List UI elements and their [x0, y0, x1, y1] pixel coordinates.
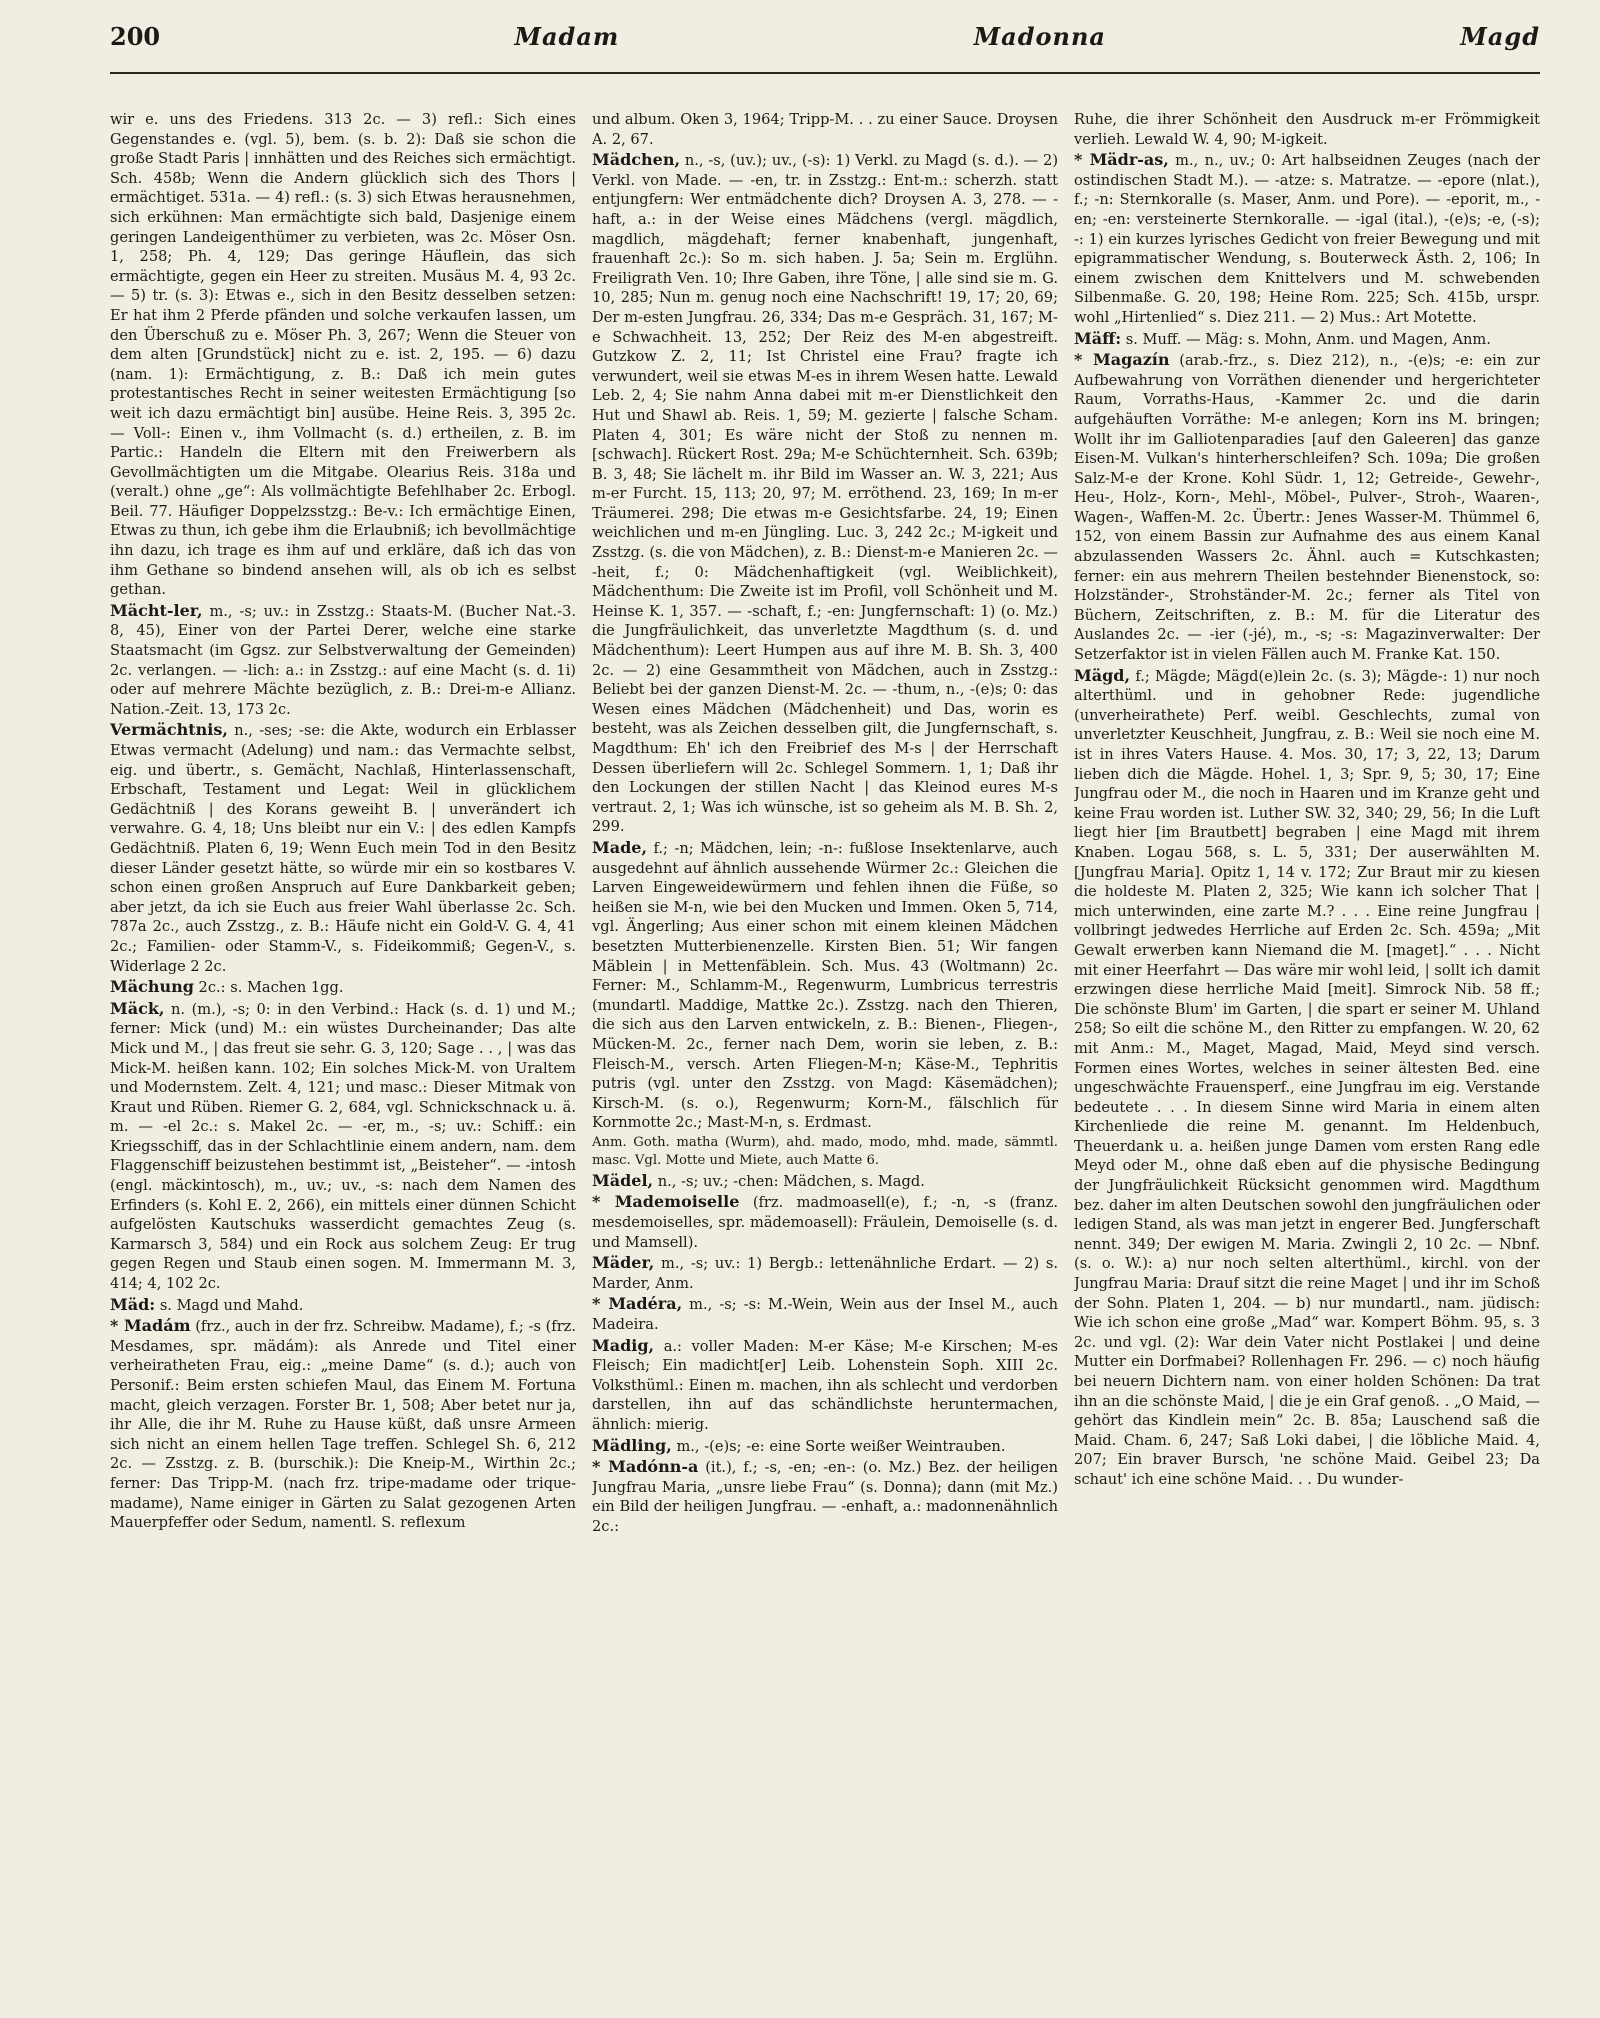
entry-text: wir e. uns des Friedens. 313 2c. — 3) refl.: Sich eines Gegenstandes e. (vgl. 5), bem. (s. b. 2): Daß sie schon die große Stadt Paris | innhätten und des Reiches sich ermächtigt. Sch. 458b; Wenn die Andern glücklich sich des Thors | ermächtiget. 531a. — 4) refl.: (s. 3) sich Etwas herausnehmen, sich erkühnen: Man ermächtigte sich bald, Dasjenige einem geringen Landeigenthümer zu verbieten, was 2c. Möser Osn. 1, 258; Ph. 4, 129; Das geringe Häuflein, das sich ermächtigte, gegen ein Heer zu streiten. Musäus M. 4, 93 2c. — 5) tr. (s. 3): Etwas e., sich in den Besitz desselben setzen: Er hat ihm 2 Pferde pfänden und solche verkaufen lassen, um den Überschuß zu e. Möser Ph. 3, 267; Wenn die Steuer von dem alten [Grundstück] nicht zu e. ist. 2, 195. — 6) dazu (nam. 1): Ermächtigung, z. B.: Daß ich mein gutes protestantisches Recht in seiner weitesten Ermächtigung [so weit ich dazu ermächtigt bin] ausübe. Heine Reis. 3, 395 2c. — Voll-: Einen v., ihm Vollmacht (s. d.) ertheilen, z. B. im Partic.: Handeln die Eltern mit den Freiwerbern als Gevollmächtigten um die Mitgabe. Olearius Reis. 318a und (veralt.) ohne „ge“: Als vollmächtigte Befehlhaber 2c. Erbogl. Beil. 77. Häufiger Doppelzsstzg.: Be-v.: Ich ermächtige Einen, Etwas zu thun, ich gebe ihm die Erlaubniß; ich bevollmächtige ihn dazu, ich trage es ihm auf und erkläre, daß ich das von ihm Gethane so bindend ansehen will, als ob ich es selbst gethan. [110, 111, 576, 599]
entry-headword: Madig, [592, 1335, 655, 1355]
entry-continuation [592, 110, 1058, 149]
entry-headword: * Mädr-as, [1074, 150, 1169, 170]
entry-text: (it.), f.; -s, -en; -en-: (o. Mz.) Bez. der heiligen Jungfrau Maria, „unsre liebe Frau“ (s. Donna); dann (mit Mz.) ein Bild der heiligen Jungfrau. — -enhaft, a.: madonnenähnlich 2c.: [592, 1459, 1058, 1535]
dictionary-entry [1074, 150, 1540, 327]
entry-continuation [110, 110, 576, 600]
entry-text: (arab.-frz., s. Diez 212), n., -(e)s; -e: ein zur Aufbewahrung von Vorräthen dienender und hergerichteter Raum, Vorraths-Haus, -Kammer 2c. und die darin aufgehäuften Vorräthe: M-e anlegen; Korn ins M. bringen; Wollt ihr im Galliotenparadies [auf den Galeeren] das ganze Eisen-M. Vulkan's hinterherschleifen? Sch. 109a; Die großen Salz-M-e der Krone. Kohl Südr. 1, 12; Getreide-, Gewehr-, Heu-, Holz-, Korn-, Mehl-, Möbel-, Pulver-, Stroh-, Waaren-, Wagen-, Waffen-M. 2c. Übertr.: Jenes Wasser-M. Thümmel 6, 152, von einem Bassin zur Aufnahme des aus einem Kanal abzulassenden Wassers 2c. Ähnl. auch = Kutschkasten; ferner: ein aus mehrern Theilen bestehnder Bienenstock, so: Holzständer-, Strohständer-M. 2c.; ferner als Titel von Büchern, Zeitschriften, z. B.: M. für die Literatur des Auslandes 2c. — -ier (-jé), m., -s; -s: Magazinverwalter: Der Setzerfaktor ist in vielen Fällen auch M. Franke Kat. 150. [1074, 352, 1540, 664]
entry-text: und album. Oken 3, 1964; Tripp-M. . . zu einer Sauce. Droysen A. 2, 67. [592, 111, 1058, 148]
entry-headword: Mägd, [1074, 665, 1131, 685]
entry-text: m., -s; -s: M.-Wein, Wein aus der Insel M., auch Madeira. [592, 1296, 1058, 1334]
entry-text: a.: voller Maden: M-er Käse; M-e Kirschen; M-es Fleisch; Ein madicht[er] Leib. Lohenstein Soph. XIII 2c. Volksthüml.: Einen m. machen, ihn als schlecht und verdorben darstellen, ihn auf das schändlichste heruntermachen, ähnlich: mierig. [592, 1337, 1058, 1433]
entry-headword: Mädel, [592, 1170, 654, 1190]
entry-headword: * Madéra, [592, 1294, 683, 1314]
entry-text: Anm. Goth. matha (Wurm), ahd. mado, modo, mhd. made, sämmtl. masc. Vgl. Motte und Miete, auch Matte 6. [592, 1134, 1058, 1168]
dictionary-entry [1074, 329, 1540, 350]
entry-headword: Mäff: [1074, 328, 1122, 348]
dictionary-entry [110, 601, 576, 720]
entry-text: (frz., auch in der frz. Schreibw. Madame), f.; -s (frz. Mesdames, spr. mädám): als Anrede und Titel einer verheiratheten Frau, eig.: „meine Dame“ (s. d.); auch von Personif.: Beim ersten schiefen Maul, das Einem M. Fortuna macht, gleich verzagen. Forster Br. 1, 508; Aber betet nur ja, ihr Alle, die ihr M. Ruhe zu Hause küßt, daß unsre Armeen sich nicht an einem hellen Tage treffen. Schlegel Sh. 6, 212 2c. — Zsstzg. z. B. (burschik.): Die Kneip-M., Wirthin 2c.; ferner: Das Tripp-M. (nach frz. tripe-madame oder trique-madame), Name einiger in Gärten zu Salat gezogenen Arten Mauerpfeffer oder Sedum, namentl. S. reflexum [110, 1318, 576, 1532]
column-right [1074, 110, 1540, 1998]
entry-note [592, 1134, 1058, 1170]
entry-text: n., -ses; -se: die Akte, wodurch ein Erblasser Etwas vermacht (Adelung) und nam.: das Vermachte selbst, eig. und übertr., s. Gemächt, Nachlaß, Hinterlassenschaft, Erbschaft, Testament und Legat: Weil in glücklichem Gedächtniß | des Korans geweiht B. | unverändert ich verwahre. G. 4, 18; Uns bleibt nur ein V.: | des edlen Kampfs Gedächtniß. Platen 6, 19; Wenn Euch mein Tod in den Besitz dieser Länder gesetzt hätte, so würde mir ein so kostbares V. schon einen großen Anspruch auf Eure Dankbarkeit geben; aber jetzt, da ich sie Euch aus freier Wahl überlasse 2c. Sch. 787a 2c., auch Zsstzg., z. B.: Häufe nicht ein Gold-V. G. 4, 41 2c.; Familien- oder Stamm-V., s. Fideikommiß; Gegen-V., s. Widerlage 2 2c. [110, 722, 576, 975]
dictionary-entry [110, 720, 576, 976]
entry-headword: Mäder, [592, 1253, 655, 1273]
entry-headword: Mächung [110, 977, 194, 997]
entry-text: n. (m.), -s; 0: in den Verbind.: Hack (s. d. 1) und M.; ferner: Mick (und) M.: ein wüstes Durcheinander; Das alte Mick und M., | das freut sie sehr. G. 3, 120; Sage . . , | was das Mick-M. heißen kann. 102; Ein solches Mick-M. von Uraltem und Modernstem. Zelt. 4, 121; und masc.: Dieser Mitmak von Kraut und Rüben. Riemer G. 2, 684, vgl. Schnickschnack u. ä. m. — -el 2c.: s. Makel 2c. — -er, m., -s; uv.: Schiff.: ein Kriegsschiff, das in der Schlachtlinie einem andern, nam. dem Flaggenschiff beizustehen bestimmt ist, „Beisteher“. — -intosh (engl. mäckintosch), m., uv.; uv., -s: nach dem Namen des Erfinders (s. Kohl E. 2, 266), ein mittels einer dünnen Schicht aufgelösten Kautschuks wasserdicht gemachtes Zeug (s. Karmarsch 3, 584) und ein Rock aus solchem Zeug: Er trug gegen Regen und Staub einen sogen. M. Immermann M. 3, 414; 4, 102 2c. [110, 1000, 576, 1293]
entry-text: s. Muff. — Mäg: s. Mohn, Anm. und Magen, Anm. [1125, 330, 1491, 348]
left-keyword: Madam [514, 22, 620, 51]
entry-headword: Vermächtnis, [110, 720, 228, 740]
entry-text: m., -(e)s; -e: eine Sorte weißer Weintrauben. [676, 1437, 1006, 1455]
dictionary-entry [592, 1192, 1058, 1252]
entry-headword: Mäd: [110, 1294, 156, 1314]
entry-headword: * Madám [110, 1316, 191, 1336]
entry-text: f.; -n; Mädchen, lein; -n-: fußlose Insektenlarve, auch ausgedehnt auf ähnlich aussehende Würmer 2c.: Gleichen die Larven Eingeweidewürmern und fehlen ihnen die Füße, so heißen sie M-n, wie bei den Mucken und Immen. Oken 5, 714, vgl. Ängerling; Aus einer schon mit einem kleinen Mädchen besetzten Mutterbienenzelle. Kirsten Bien. 51; Wir fangen Mäblein | in Mettenfäblein. Sch. Mus. 43 (Woltmann) 2c. Ferner: M., Schlamm-M., Regenwurm, Lumbricus terrestris (mundartl. Maddige, Mattke 2c.). Zsstzg. nach den Thieren, die sich aus den Larven entwickeln, z. B.: Bienen-, Fliegen-, Mücken-M. 2c., ferner nach Dem, worin sie leben, z. B.: Fleisch-M., versch. Arten Fliegen-M-n; Käse-M., Tephritis putris (vgl. unter den Zsstzg. von Magd: Käsemädchen); Kirsch-M. (s. o.), Regenwurm; Korn-M., fälschlich für Kornmotte 2c.; Mast-M-n, s. Erdmast. [592, 839, 1058, 1132]
entry-continuation [1074, 110, 1540, 149]
entry-text: s. Magd und Mahd. [159, 1296, 304, 1314]
dictionary-entry [592, 838, 1058, 1133]
dictionary-entry [592, 150, 1058, 837]
running-header [110, 22, 1540, 74]
dictionary-entry [592, 1294, 1058, 1334]
entry-headword: Made, [592, 837, 648, 857]
dictionary-entry [592, 1457, 1058, 1536]
entry-text: m., -s; uv.: 1) Bergb.: lettenähnliche Erdart. — 2) s. Marder, Anm. [592, 1255, 1058, 1292]
entry-text: Ruhe, die ihrer Schönheit den Ausdruck m-er Frömmigkeit verlieh. Lewald W. 4, 90; M-igkeit. [1074, 111, 1540, 148]
entry-headword: * Magazín [1074, 350, 1170, 370]
right-keyword: Magd [1460, 22, 1540, 51]
dictionary-entry [592, 1436, 1058, 1457]
entry-text: (frz. madmoasell(e), f.; -n, -s (franz. mesdemoiselles, spr. mädemoasell): Fräulein, Demoiselle (s. d. und Mamsell). [592, 1194, 1058, 1251]
dictionary-entry [1074, 350, 1540, 665]
entry-text: n., -s, (uv.); uv., (-s): 1) Verkl. zu Magd (s. d.). — 2) Verkl. von Made. — -en, tr. in Zsstzg.: Ent-m.: scherzh. statt entjungfern: Wer entmädchente dich? Droysen A. 3, 278. — -haft, a.: in der Weise eines Mädchens (vergl. mägdlich, magdlich, mägdehaft; ferner knabenhaft, jungenhaft, frauenhaft 2c.): So m. sich haben. J. 5a; Sein m. Erglühn. Freiligrath Ven. 10; Ihre Gaben, ihre Töne, | alle sind sie m. G. 10, 285; Nun m. genug noch eine Nachschrift! 19, 17; 20, 69; Der m-esten Jungfrau. 26, 334; Das m-e Gespräch. 31, 167; M-e Schwachheit. 13, 252; Der Reiz des M-en abgestreift. Gutzkow Z. 2, 11; Ist Christel eine Frau? fragte ich verwundert, weil sie etwas M-es in ihrem Wesen hatte. Lewald Leb. 2, 4; Sie nahm Anna dabei mit m-er Dienstlichkeit den Hut und Shawl ab. Reis. 1, 59; M. gezierte | falsche Scham. Platen 4, 301; Es wäre nicht der Stoß zu nennen m. [schwach]. Rückert Rost. 29a; M-e Schüchternheit. Sch. 639b; B. 3, 48; Sie lächelt m. ihr Bild im Wasser an. W. 3, 221; Aus m-er Furcht. 15, 113; 20, 97; M. erröthend. 23, 169; In m-er Träumerei. 298; Die etwas m-e Gesichtsfarbe. 24, 19; Einen weichlichen und m-en Jüngling. Luc. 3, 242 2c.; M-igkeit und Zsstzg. (s. die von Mädchen), z. B.: Dienst-m-e Manieren 2c. — -heit, f.; 0: Mädchenhaftigkeit (vgl. Weiblichkeit), Mädchenthum: Die Zweite ist im Profil, voll Schönheit und M. Heinse K. 1, 357. — -schaft, f.; -en: Jungfernschaft: 1) (o. Mz.) die Jungfräulichkeit, das unverletzte Magdthum (s. d. und Mädchenthum): Leert Humpen aus auf ihre M. B. Sh. 3, 400 2c. — 2) eine Gesammtheit von Mädchen, auch in Zsstzg.: Beliebt bei der ganzen Dienst-M. 2c. — -thum, n., -(e)s; 0: das Wesen eines Mädchen (Mädchenheit) und Das, worin es besteht, was als Zeichen desselben gilt, die Jungfernschaft, s. Magdthum: Eh' ich den Freibrief des M-s | der Herrschaft Dessen überliefern will 2c. Schlegel Sommern. 1, 1; Daß ihr den Lockungen der stillen Nacht | das Kleinod eures M-s vertraut. 2, 1; Was ich wünsche, ist so geheim als M. B. Sh. 2, 299. [592, 152, 1058, 836]
dictionary-entry [110, 1295, 576, 1316]
entry-headword: Mäck, [110, 998, 165, 1018]
entry-headword: * Madónn-a [592, 1457, 699, 1477]
dictionary-entry [592, 1253, 1058, 1293]
dictionary-entry [110, 999, 576, 1294]
dictionary-entry [110, 977, 576, 998]
dictionary-entry [592, 1171, 1058, 1192]
page-number: 200 [110, 22, 161, 51]
entry-headword: * Mademoiselle [592, 1192, 740, 1212]
entry-text: n., -s; uv.; -chen: Mädchen, s. Magd. [657, 1172, 925, 1190]
text-columns [110, 110, 1540, 1998]
dictionary-entry [592, 1336, 1058, 1435]
center-keyword: Madonna [973, 22, 1106, 51]
column-middle [592, 110, 1058, 1998]
entry-text: f.; Mägde; Mägd(e)lein 2c. (s. 3); Mägde-: 1) nur noch alterthüml. und in gehobner Rede: jugendliche (unverheirathete) Perf. weibl. Geschlechts, zumal von unverletzter Keuschheit, Jungfrau, z. B.: Weil sie noch eine M. ist in ihres Vaters Hause. 4. Mos. 30, 17; 3, 22, 13; Darum lieben dich die Mägde. Hohel. 1, 3; Spr. 9, 5; 30, 17; Eine Jungfrau oder M., die noch in Haaren und im Kranze geht und keine Frau worden ist. Luther SW. 32, 340; 29, 56; In die Luft liegt hier [im Brautbett] begraben | eine Magd mit ihrem Knaben. Logau 568, s. L. 5, 331; Der auserwählten M. [Jungfrau Maria]. Opitz 1, 14 v. 172; Zur Braut mir zu kiesen die holdeste M. Platen 2, 325; Wie kann ich solcher That | mich unterwinden, eine zarte M.? . . . Eine reine Jungfrau | vollbringt jedwedes Herrliche auf Erden 2c. Sch. 459a; „Mit Gewalt erwerben kann Niemand die M. [maget].“ . . . Nicht mit einer Heerfahrt — Das wäre mir wohl leid, | sollt ich damit erzwingen diese herrliche Maid [meit]. Simrock Nib. 58 ff.; Die schönste Blum' im Garten, | die spart er seiner M. Uhland 258; So eilt die schöne M., den Ritter zu empfangen. W. 20, 62 mit Anm.: M., Maget, Magad, Maid, Meyd sind versch. Formen eines Wortes, welches in seiner ältesten Bed. eine ungeschwächte Frauensperf., eine Jungfrau im eig. Verstande bedeutete . . . In diesem Sinne wird Maria in einem alten Kirchenliede die reine M. genannt. Im Heldenbuch, Theuerdank u. a. heißen junge Damen vom ersten Rang edle Meyd oder M., ohne daß eben auf die physische Bedingung der Jungfräulichkeit Rücksicht genommen wird. Magdthum bez. daher im alten Deutschen sowohl den jungfräulichen oder ledigen Stand, als was man jetzt in engerer Bed. Jungferschaft nennt. 349; Der ewigen M. Maria. Zwingli 2, 10 2c. — Nbnf. (s. o. W.): a) nur noch selten alterthüml., kirchl. von der Jungfrau Maria: Drauf sitzt die reine Maget | und ihr im Schoß der Sohn. Platen 1, 204. — b) nur mundartl., nam. jüdisch: Wie ich schon eine große „Mad“ war. Kompert Böhm. 95, s. 3 2c. und vgl. (2): War dein Vater nicht Postlakei | und deine Mutter ein Dorfmabei? Rollenhagen Fr. 296. — c) noch häufig bei neuern Dichtern nam. von einer holden Schönen: Da trat ihn an die schönste Maid, | die je ein Graf genoß. . „O Maid, — gehört das Kindlein mein“ 2c. B. 85a; Lauschend saß die Maid. Cham. 6, 247; Saß Loki dabei, | die löbliche Maid. 4, 207; Ein braver Bursch, 'ne schöne Maid. Geibel 23; Da schaut' ich eine schöne Maid. . . Du wunder- [1074, 667, 1540, 1488]
entry-text: m., n., uv.; 0: Art halbseidnen Zeuges (nach der ostindischen Stadt M.). — -atze: s. Matratze. — -epore (nlat.), f.; -n: Sternkoralle (s. Maser, Anm. und Pore). — -eporit, m., -en; -en: versteinerte Sternkoralle. — -igal (ital.), -(e)s; -e, (-s); -: 1) ein kurzes lyrisches Gedicht von freier Bewegung und mit epigrammatischer Wendung, s. Bouterweck Ästh. 2, 106; In einem zwischen dem Knittelvers und M. schwebenden Silbenmaße. G. 20, 198; Heine Rom. 225; Sch. 415b, urspr. wohl „Hirtenlied“ s. Diez 211. — 2) Mus.: Art Motette. [1074, 152, 1540, 326]
dictionary-entry [110, 1316, 576, 1533]
column-left [110, 110, 576, 1998]
entry-text: 2c.: s. Machen 1gg. [198, 979, 344, 997]
entry-text: m., -s; uv.: in Zsstzg.: Staats-M. (Bucher Nat.-3. 8, 45), Einer von der Partei Derer, welche eine starke Staatsmacht (im Ggsz. zur Selbstverwaltung der Gemeinden) 2c. verlangen. — -lich: a.: in Zsstzg.: auf eine Macht (s. d. 1i) oder auf mehrere Mächte bezüglich, z. B.: Drei-m-e Allianz. Nation.-Zeit. 13, 173 2c. [110, 602, 576, 718]
entry-headword: Mädchen, [592, 150, 681, 170]
entry-headword: Mächt-ler, [110, 600, 203, 620]
entry-headword: Mädling, [592, 1435, 672, 1455]
dictionary-entry [1074, 666, 1540, 1490]
